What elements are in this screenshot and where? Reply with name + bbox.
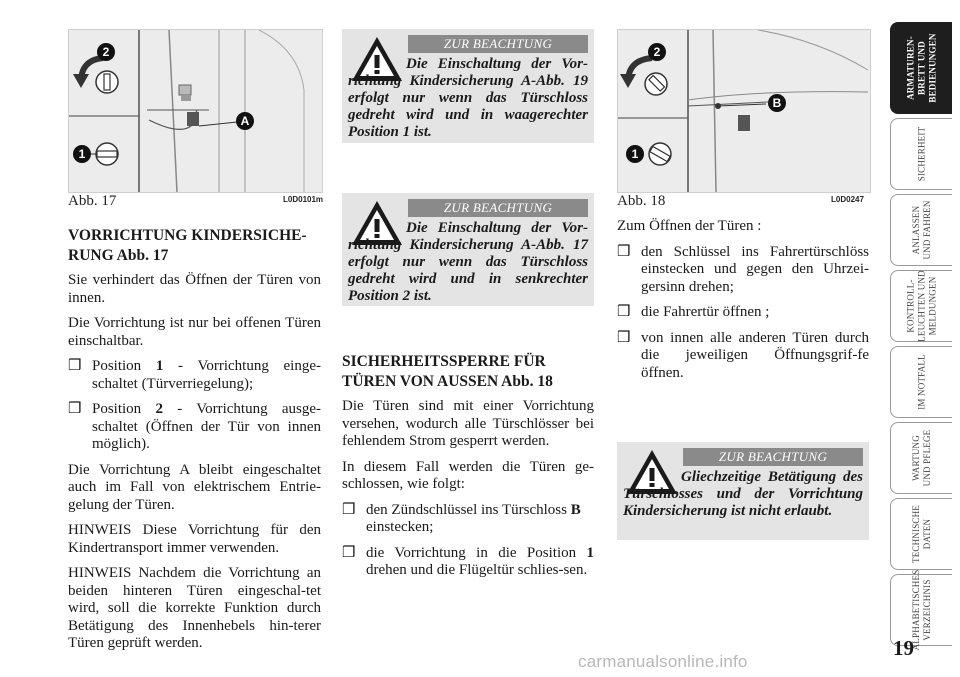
tab-kontrollleuchten[interactable]: KONTROLL- LEUCHTEN UND MELDUNGEN [890,270,952,342]
warning-title: ZUR BEACHTUNG [408,35,588,53]
warning-box-1 [342,29,594,143]
callout-a: A [236,112,254,130]
tab-sicherheit[interactable]: SICHERHEIT [890,118,952,190]
paragraph: Die Vorrichtung ist nur bei offenen Türen einschaltbar. [68,315,321,349]
warning-text: Die Einschaltung der Vor-richtung Kindersicherung A-Abb. 19 erfolgt nur wenn das Türschloss gedreht wird und in waagerechter Position 1 ist. [348,56,588,140]
warning-box-3 [617,442,869,540]
list-item: ❒ die Fahrertür öffnen ; [617,304,770,320]
callout-2: 2 [97,43,115,61]
checkbox-bullet-icon: ❒ [68,401,82,417]
checkbox-bullet-icon: ❒ [617,243,631,260]
list-item: ❒ den Zündschlüssel ins Türschloss B einstecken; [342,501,581,535]
tab-verzeichnis[interactable]: ALPHABETISCHES VERZEICHNIS [890,574,952,646]
warning-title: ZUR BEACHTUNG [408,199,588,217]
middle-column [342,352,594,588]
figure-18 [617,29,871,193]
callout-b: B [768,94,786,112]
checkbox-bullet-icon: ❒ [617,329,631,346]
warning-title: ZUR BEACHTUNG [683,448,863,466]
checkbox-bullet-icon: ❒ [342,544,356,561]
paragraph: Sie verhindert das Öffnen der Türen von innen. [68,272,321,306]
left-column [68,226,321,661]
paragraph: Die Vorrichtung A bleibt eingeschaltet auch im Fall von elektrischem Entrie-gelung der Türen. [68,461,321,513]
tab-technische-daten[interactable]: TECHNISCHE DATEN [890,498,952,570]
callout-1: 1 [73,145,91,163]
section-heading: SICHERHEITSSPERRE FÜR TÜREN VON AUSSEN Abb. 18 [342,353,553,390]
paragraph: Zum Öffnen der Türen : [617,218,762,234]
checkbox-bullet-icon: ❒ [68,358,82,374]
tab-im-notfall[interactable]: IM NOTFALL [890,346,952,418]
checkbox-bullet-icon: ❒ [617,304,631,320]
tab-anlassen[interactable]: ANLASSEN UND FAHREN [890,194,952,266]
figure-18-caption: Abb. 18 [617,193,666,209]
callout-2: 2 [648,43,666,61]
list-item: ❒ den Schlüssel ins Fahrertürschlöss einstecken und gegen den Uhrzei-gersinn drehen; [617,243,869,295]
checkbox-bullet-icon: ❒ [342,501,356,518]
figure-17-code: L0D0101m [283,195,324,204]
paragraph: HINWEIS Nachdem die Vorrichtung an beiden hinteren Türen eingeschal-tet wird, soll die korrekte Funktion durch Betätigung des Innenhebels hin-terer Türen geprüft werden. [68,565,321,651]
list-item: ❒ die Vorrichtung in die Position 1 drehen und die Flügeltür schlies-sen. [342,544,594,578]
section-heading: VORRICHTUNG KINDERSICHE- RUNG Abb. 17 [68,227,307,264]
watermark: carmanualsonline.info [578,652,748,671]
paragraph: Die Türen sind mit einer Vorrichtung versehen, wodurch alle Türschlösser bei fehlendem Strom gesperrt werden. [342,398,594,449]
list-item: ❒ Position 1 - Vorrichtung einge-schaltet (Türverriegelung); [68,358,321,392]
figure-17 [68,29,323,193]
figure-18-code: L0D0247 [831,195,864,204]
warning-text: Die Einschaltung der Vor-richtung Kindersicherung A-Abb. 17 erfolgt nur wenn das Türschloss gedreht wird und in senkrechter Position 2 ist. [348,220,588,304]
right-column [617,218,869,390]
callout-1: 1 [626,145,644,163]
paragraph: HINWEIS Diese Vorrichtung für den Kindertransport immer verwenden. [68,522,321,556]
tab-wartung[interactable]: WARTUNG UND PFLEGE [890,422,952,494]
tab-armaturenbrett[interactable]: ARMATUREN- BRETT UND BEDIENUNGEN [890,22,952,114]
list-item: ❒ Position 2 - Vorrichtung ausge-schaltet (Öffnen der Tür von innen möglich). [68,401,321,452]
figure-17-caption: Abb. 17 [68,193,117,209]
warning-box-2 [342,193,594,306]
page-number: 19 [893,636,914,660]
list-item: ❒ von innen alle anderen Türen durch die jeweiligen Öffnungsgrif-fe öffnen. [617,329,869,381]
paragraph: In diesem Fall werden die Türen ge-schlossen, wie folgt: [342,458,594,492]
warning-text: Gliechzeitige Betätigung des Türschlosses und der Vorrichtung Kindersicherung ist nicht erlaubt. [623,469,863,519]
